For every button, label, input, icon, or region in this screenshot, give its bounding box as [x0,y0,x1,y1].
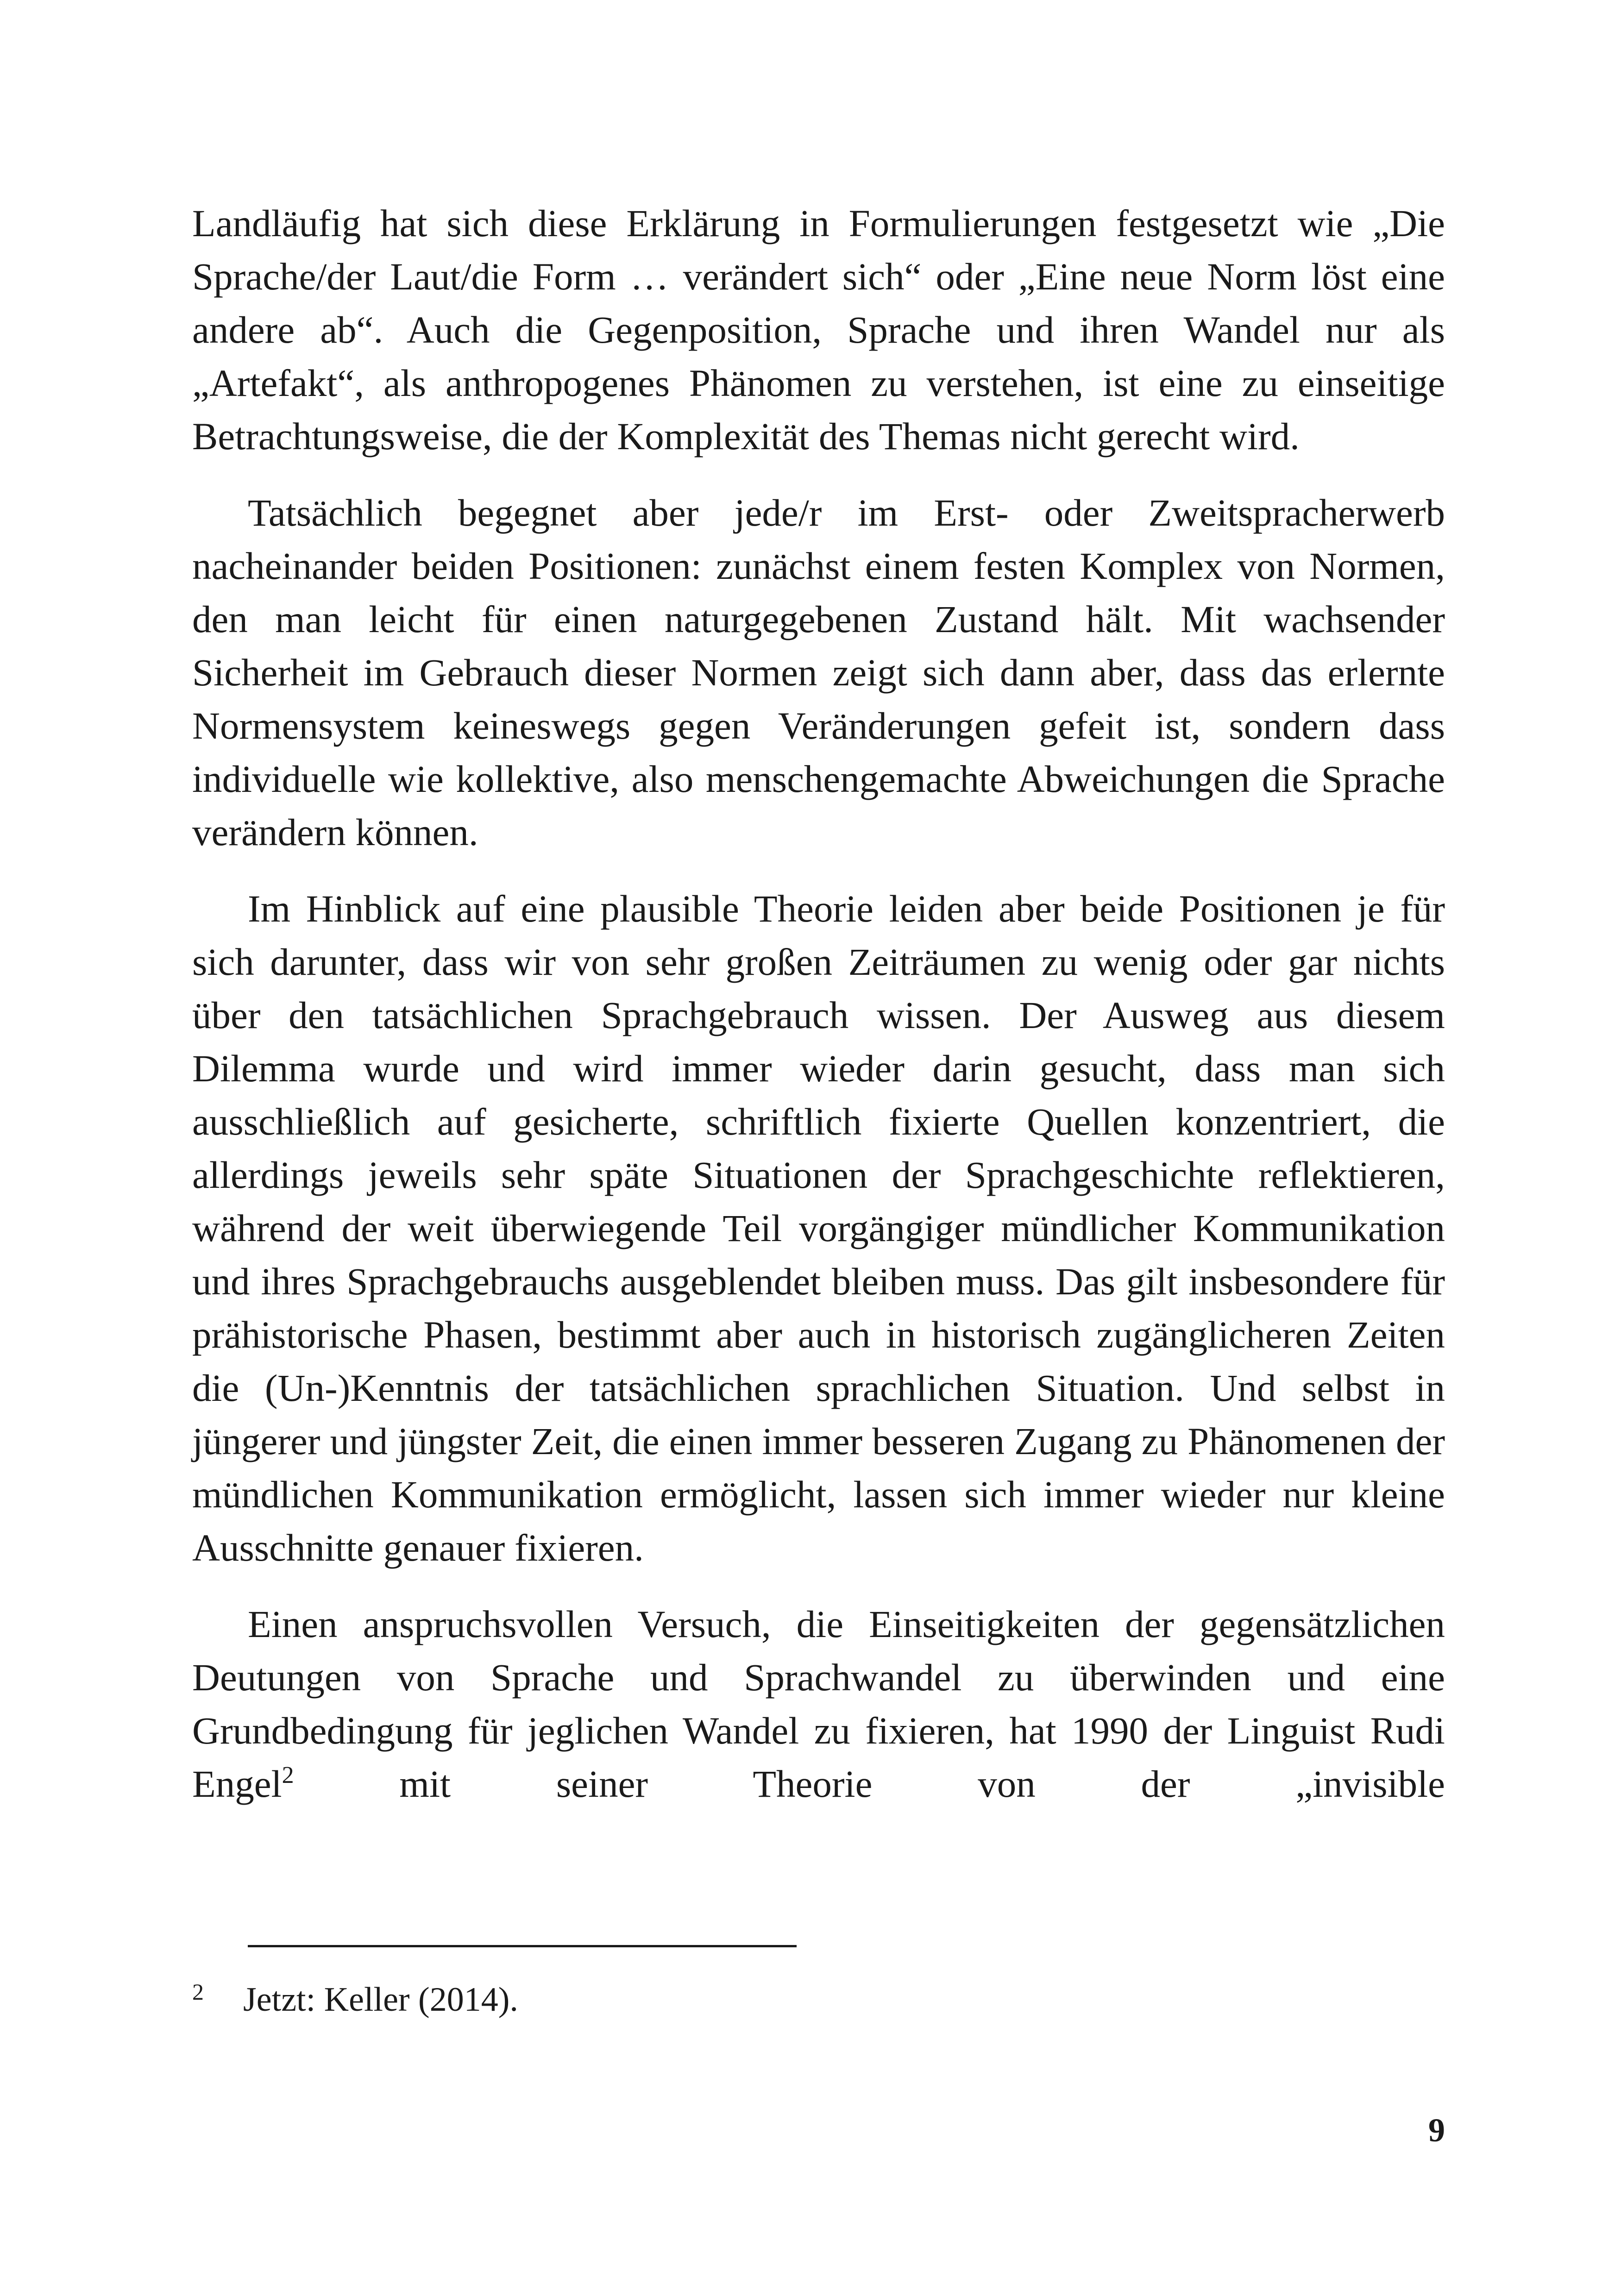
paragraph-4-text: Einen anspruchsvollen Versuch, die Einseitigkeiten der gegensätzlichen Deutungen von Sprache und Sprachwandel zu überwinden und eine Grundbedingung für jeglichen Wandel zu fixieren, hat 1990 der Linguist Rudi Engel [192,1603,1445,1805]
footnote-separator [248,1945,797,1947]
footnote-reference[interactable]: 2 [282,1762,294,1788]
paragraph-2: Tatsächlich begegnet aber jede/r im Erst- oder Zweitspracherwerb nacheinander beiden Positionen: zunächst einem festen Komplex von Normen, den man leicht für einen naturgegebenen Zustand hält. Mit wachsender Sicherheit im Gebrauch dieser Normen zeigt sich dann aber, dass das erlernte Normensystem keineswegs gegen Veränderungen gefeit ist, sondern dass individuelle wie kollektive, also menschengemachte Abweichungen die Sprache verändern können. [192,491,1445,853]
page-number: 9 [1428,2112,1445,2149]
paragraph-4 [192,1598,1445,1811]
paragraph-4-tail: mit seiner Theorie von der „invisible [294,1763,1445,1805]
footnote: 2 Jetzt: Keller (2014). [192,1979,518,2019]
paragraph-3: Im Hinblick auf eine plausible Theorie leiden aber beide Positionen je für sich darunter, dass wir von sehr großen Zeiträumen zu wenig oder gar nichts über den tatsächlichen Sprachgebrauch wissen. Der Ausweg aus diesem Dilemma wurde und wird immer wieder darin gesucht, dass man sich ausschließlich auf gesicherte, schriftlich fixierte Quellen konzentriert, die allerdings jeweils sehr späte Situationen der Sprachgeschichte reflektieren, während der weit überwiegende Teil vorgängiger mündlicher Kommunikation und ihres Sprachgebrauchs ausgeblendet bleiben muss. Das gilt insbesondere für prähistorische Phasen, bestimmt aber auch in historisch zugänglicheren Zeiten die (Un-)Kenntnis der tatsächlichen sprachlichen Situation. Und selbst in jüngerer und jüngster Zeit, die einen immer besseren Zugang zu Phänomenen der mündlichen Kommunikation ermöglicht, lassen sich immer wieder nur kleine Ausschnitte genauer fixieren. [192,887,1445,1569]
body-text [192,197,1445,1811]
footnote-text: Jetzt: Keller (2014). [243,1981,518,2019]
paragraph-1: Landläufig hat sich diese Erklärung in Formulierungen festgesetzt wie „Die Sprache/der Laut/die Form … verändert sich“ oder „Eine neue Norm löst eine andere ab“. Auch die Gegenposition, Sprache und ihren Wandel nur als „Artefakt“, als anthropogenes Phänomen zu verstehen, ist eine zu einseitige Betrachtungsweise, die der Komplexität des Themas nicht gerecht wird. [192,202,1445,458]
